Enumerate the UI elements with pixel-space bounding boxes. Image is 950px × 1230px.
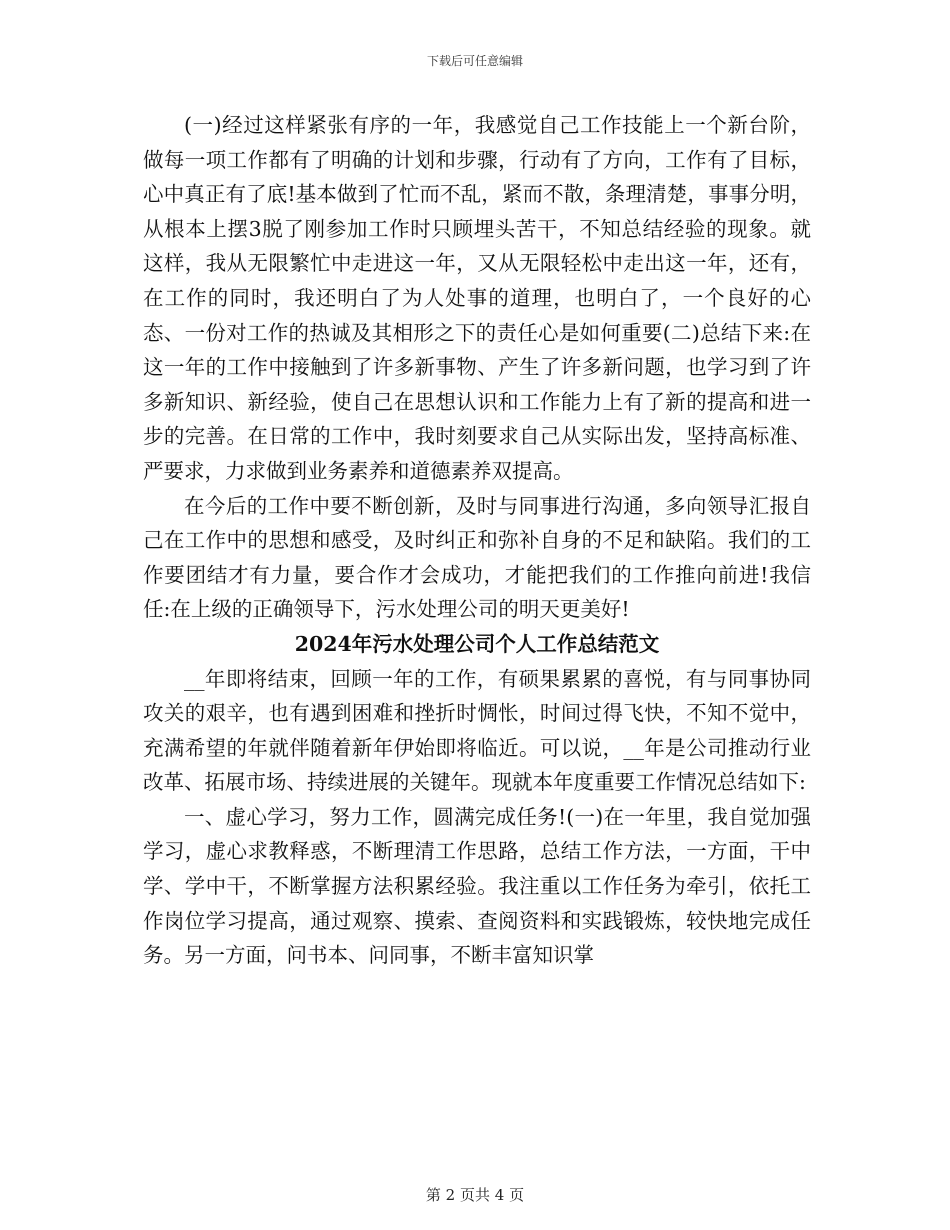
- paragraph-2: 在今后的工作中要不断创新，及时与同事进行沟通，多向领导汇报自己在工作中的思想和感受，及时纠正和弥补自身的不足和缺陷。我们的工作要团结才有力量，要合作才会成功，才能把我们的工作推向前进!我信任:在上级的正确领导下，污水处理公司的明天更美好!: [143, 493, 811, 622]
- paragraph-3: __年即将结束，回顾一年的工作，有硕果累累的喜悦，有与同事协同攻关的艰辛，也有遇到困难和挫折时惆怅，时间过得飞快，不知不觉中，充满希望的年就伴随着新年伊始即将临近。可以说，__年是公司推动行业改革、拓展市场、持续进展的关键年。现就本年度重要工作情况总结如下:: [143, 666, 811, 795]
- paragraph-1: (一)经过这样紧张有序的一年，我感觉自己工作技能上一个新台阶，做每一项工作都有了明确的计划和步骤，行动有了方向，工作有了目标，心中真正有了底!基本做到了忙而不乱，紧而不散，条理清楚，事事分明，从根本上摆3脱了刚参加工作时只顾埋头苦干，不知总结经验的现象。就这样，我从无限繁忙中走进这一年，又从无限轻松中走出这一年，还有，在工作的同时，我还明白了为人处事的道理，也明白了，一个良好的心态、一份对工作的热诚及其相形之下的责任心是如何重要(二)总结下来:在这一年的工作中接触到了许多新事物、产生了许多新问题，也学习到了许多新知识、新经验，使自己在思想认识和工作能力上有了新的提高和进一步的完善。在日常的工作中，我时刻要求自己从实际出发，坚持高标准、严要求，力求做到业务素养和道德素养双提高。: [143, 113, 811, 483]
- page-header: 下载后可任意编辑: [426, 54, 523, 68]
- section-title: 2024年污水处理公司个人工作总结范文: [294, 631, 660, 656]
- page-footer: 第 2 页共 4 页: [425, 1186, 525, 1204]
- paragraph-4: 一、虚心学习，努力工作，圆满完成任务!(一)在一年里，我自觉加强学习，虚心求教释惑，不断理清工作思路，总结工作方法，一方面，干中学、学中干，不断掌握方法积累经验。我注重以工作任务为牵引，依托工作岗位学习提高，通过观察、摸索、查阅资料和实践锻炼，较快地完成任务。另一方面，问书本、问同事，不断丰富知识掌: [143, 804, 811, 968]
- document-body: [143, 108, 811, 973]
